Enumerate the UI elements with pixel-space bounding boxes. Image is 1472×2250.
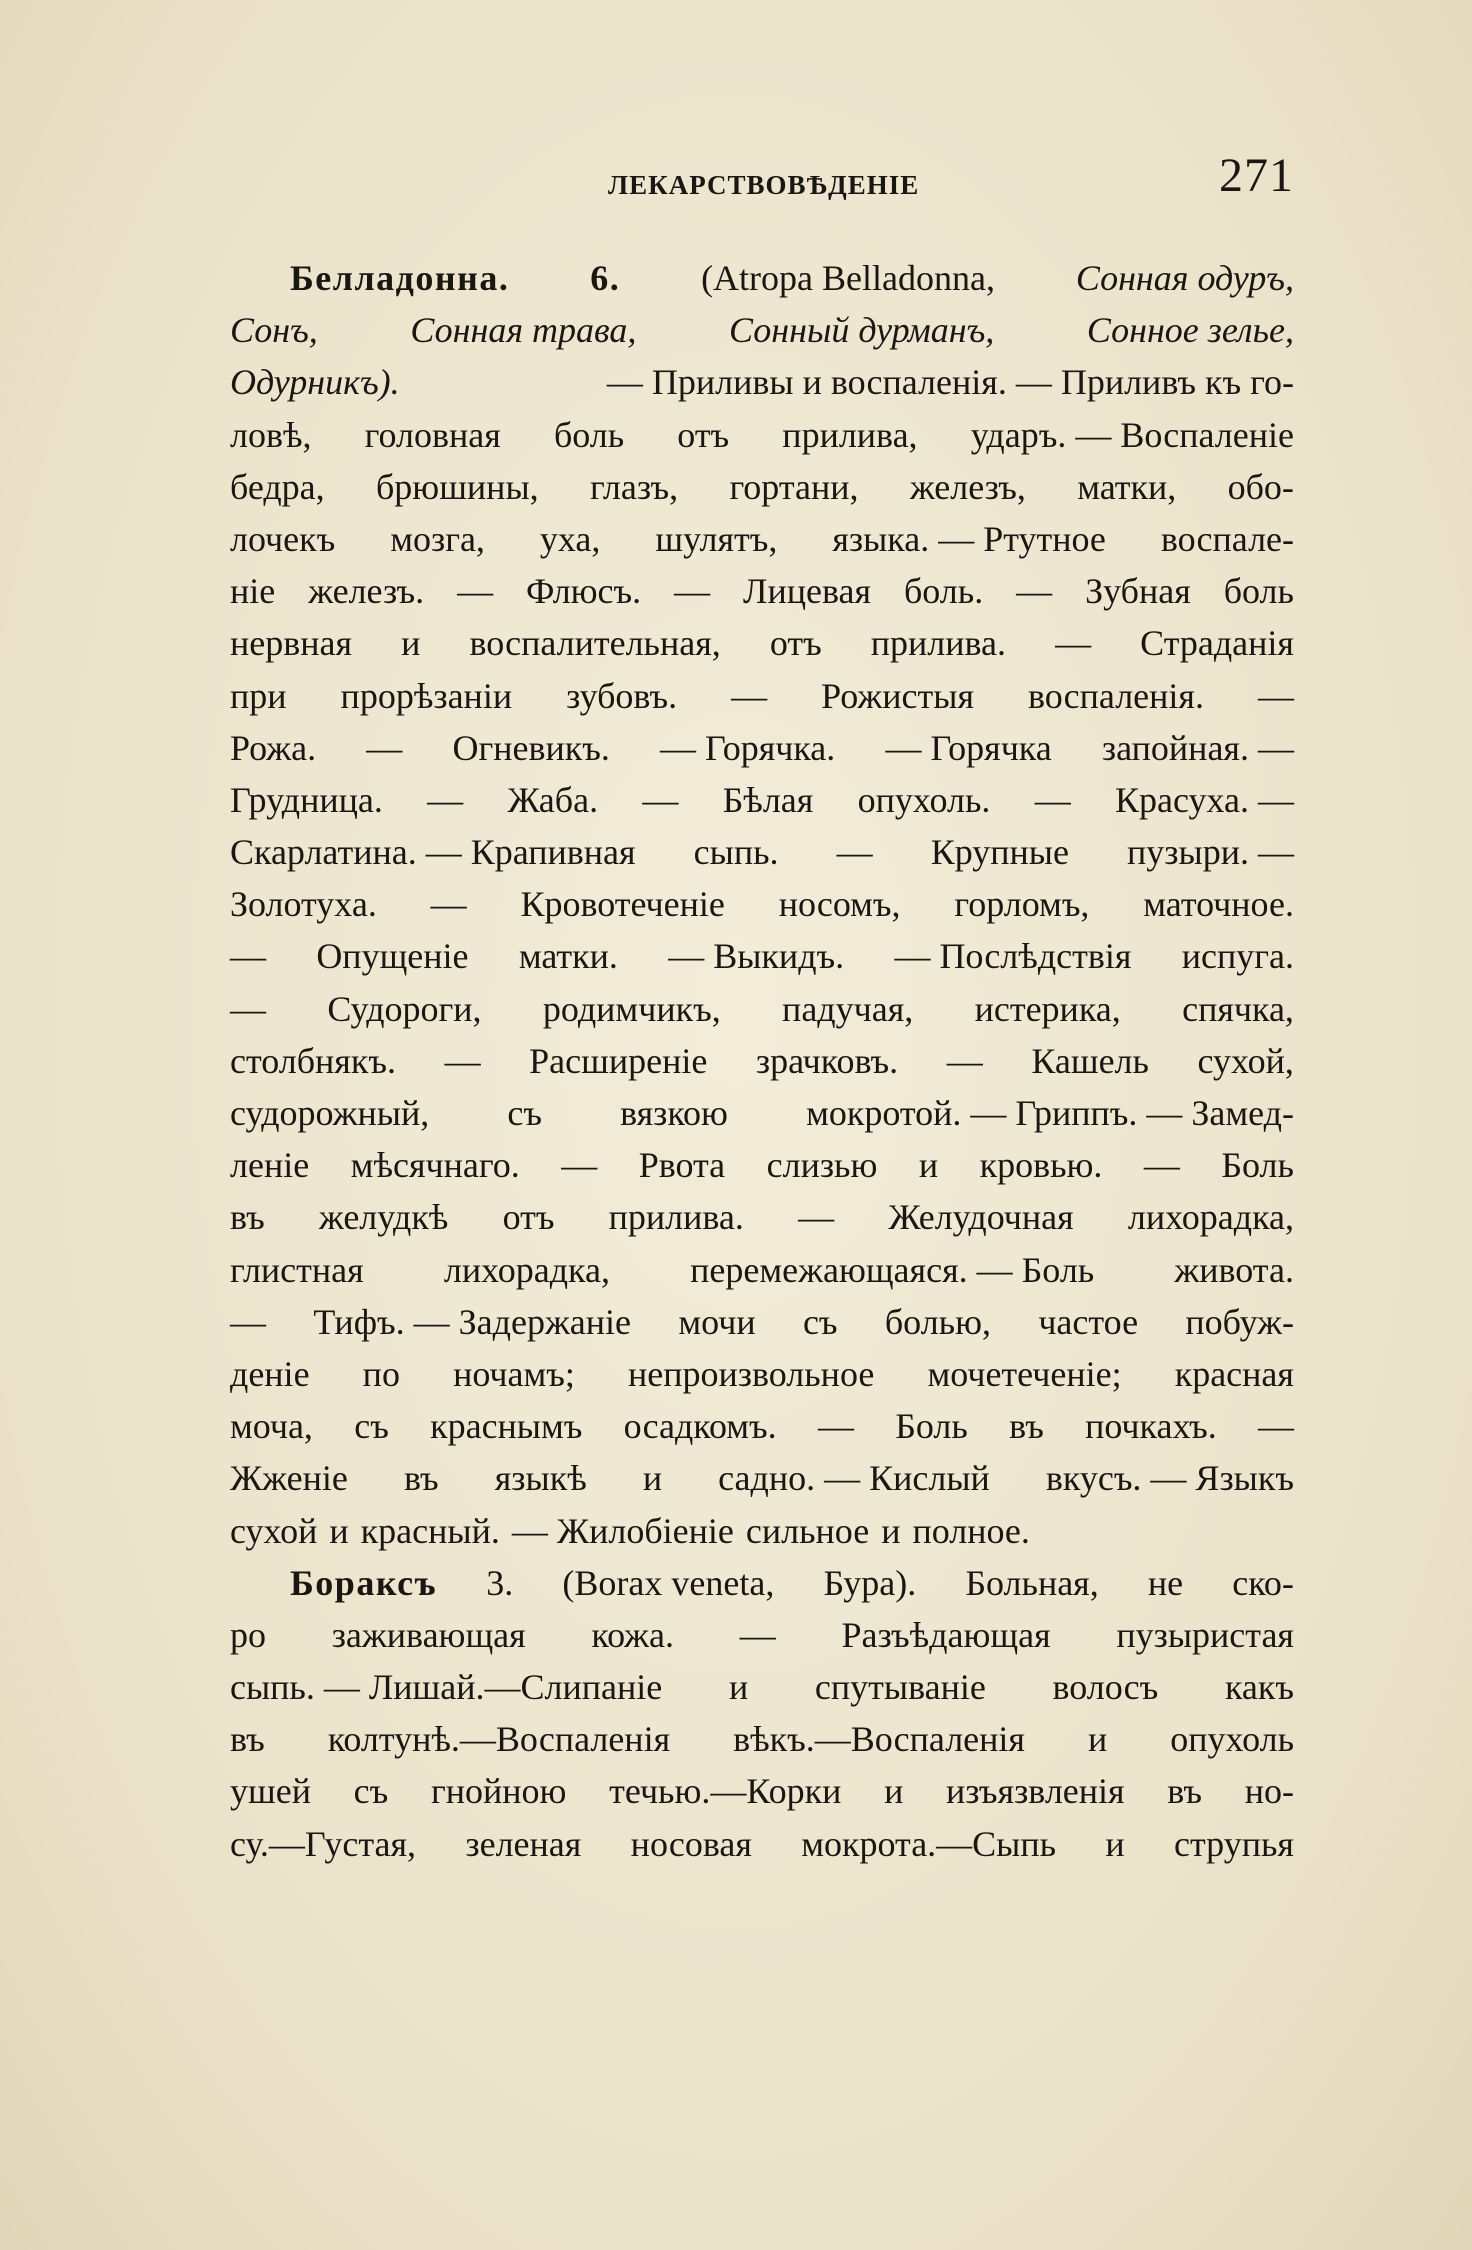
word: мокрота.—Сыпь — [801, 1823, 1057, 1864]
word: — Горячка — [885, 727, 1052, 768]
word: горломъ, — [954, 884, 1090, 925]
word: пузыристая — [1116, 1614, 1294, 1655]
running-title: ЛЕКАРСТВОВѢДЕНІЕ — [608, 170, 920, 200]
latin-name: (Borax veneta, — [562, 1562, 775, 1603]
text-line — [230, 1765, 1294, 1817]
text-line — [230, 1244, 1294, 1296]
text-line — [230, 1400, 1294, 1452]
word: съ — [802, 1301, 838, 1342]
text-line — [230, 1818, 1294, 1870]
word: отъ — [677, 414, 730, 455]
word: — — [230, 988, 266, 1029]
text-line — [230, 1348, 1294, 1400]
word: болью, — [884, 1301, 991, 1342]
word: вѣкъ.—Воспаленія — [733, 1719, 1025, 1760]
text-line — [230, 826, 1294, 878]
word: Золотуха. — [230, 884, 377, 925]
entry-heading-belladonna: Белладонна. — [290, 258, 510, 298]
word: Кашель — [1031, 1040, 1149, 1081]
word: но- — [1244, 1771, 1294, 1812]
word: моча, — [230, 1406, 313, 1447]
text-line — [230, 1087, 1294, 1139]
text-line — [230, 461, 1294, 513]
word: Скарлатина. — Крапивная — [230, 832, 636, 873]
text-line — [230, 1191, 1294, 1243]
word: обо- — [1227, 466, 1294, 507]
word: Крупные — [930, 832, 1069, 873]
word: воспалительная, — [469, 623, 721, 664]
word: Бѣлая — [722, 779, 814, 820]
text-line — [230, 1296, 1294, 1348]
word: — — [366, 727, 403, 768]
word: — — [946, 1040, 983, 1081]
text-line — [230, 1452, 1294, 1504]
word: глистная — [230, 1249, 364, 1290]
word: съ — [507, 1093, 542, 1133]
word: носовая — [630, 1823, 752, 1864]
word: сильное — [745, 1510, 870, 1551]
vernacular-name: Сонное зелье, — [1086, 310, 1294, 351]
text-line — [230, 1139, 1294, 1191]
word: — Горячка. — [660, 727, 836, 768]
word: садно. — Кислый — [718, 1458, 990, 1499]
word: гнойною — [430, 1771, 567, 1812]
word: и — [881, 1510, 901, 1551]
word: — — [230, 936, 266, 977]
text-line — [230, 1609, 1294, 1661]
body-text — [230, 252, 1294, 1870]
word: какъ — [1224, 1667, 1294, 1708]
word: пузыри. — — [1127, 832, 1294, 873]
vernacular-name: Сонный дурманъ, — [728, 310, 995, 351]
text-line — [230, 1661, 1294, 1713]
word: перемежающаяся. — Боль — [690, 1249, 1095, 1290]
word: — — [836, 832, 873, 873]
vernacular-name: Сонная трава, — [410, 310, 637, 351]
word: въ — [403, 1458, 439, 1499]
word: кровью. — [979, 1145, 1103, 1186]
word: побуж- — [1185, 1301, 1294, 1342]
word: слизью — [766, 1145, 878, 1186]
word: въ — [1009, 1406, 1044, 1447]
word: Лицевая — [743, 571, 872, 612]
word: желудкѣ — [318, 1197, 449, 1238]
word: — — [561, 1145, 598, 1186]
text-line — [230, 1035, 1294, 1087]
word: краснымъ — [430, 1406, 583, 1447]
word: Рожа. — [230, 727, 317, 768]
word: течью.—Корки — [609, 1771, 842, 1812]
word: — Приливы и воспаленія. — Приливъ къ го- — [606, 362, 1294, 403]
word: — — [731, 675, 768, 716]
word: съ — [353, 1771, 389, 1812]
word: — — [798, 1197, 835, 1238]
word: и — [401, 623, 421, 664]
word: въ — [1167, 1771, 1203, 1812]
word: вязкою — [620, 1093, 728, 1133]
word: мокротой. — Гриппъ. — Замед- — [806, 1093, 1294, 1133]
text-line — [230, 722, 1294, 774]
word: Больная, — [965, 1562, 1099, 1603]
word: нервная — [230, 623, 353, 664]
entry-potency: 6. — [590, 258, 621, 298]
word: — — [817, 1406, 854, 1447]
word: сухой, — [1197, 1040, 1294, 1081]
vernacular-name: Одурникъ). — [230, 362, 400, 403]
text-line — [230, 565, 1294, 617]
word: непроизвольное — [628, 1353, 875, 1394]
word: — — [674, 571, 711, 612]
word: гортани, — [729, 466, 859, 507]
word: вкусъ. — Языкъ — [1045, 1458, 1294, 1499]
text-line — [230, 356, 1294, 408]
text-line — [230, 670, 1294, 722]
word: глазъ, — [589, 466, 679, 507]
word: въ — [230, 1719, 265, 1760]
word: языка. — Ртутное — [832, 518, 1106, 559]
word: прилива. — [870, 623, 1007, 664]
word: полное. — [912, 1510, 1030, 1551]
text-line — [230, 1505, 1294, 1557]
page-header — [230, 148, 1294, 208]
word: прорѣзаніи — [340, 675, 513, 716]
word: — — [457, 571, 494, 612]
vernacular-name: Сонъ, — [230, 310, 318, 351]
word: уха, — [539, 518, 601, 559]
word: сыпь. — [693, 832, 779, 873]
word: опухоль — [1170, 1719, 1294, 1760]
word: спутываніе — [814, 1667, 986, 1708]
word: боль. — [903, 571, 984, 612]
word: истерика, — [974, 988, 1121, 1029]
text-line — [230, 409, 1294, 461]
entry-potency: 3. — [486, 1562, 514, 1603]
word: струпья — [1174, 1823, 1294, 1864]
word: Зубная — [1085, 571, 1191, 612]
word: колтунѣ.—Воспаленія — [327, 1719, 671, 1760]
word: — — [1055, 623, 1092, 664]
word: Судороги, — [327, 988, 482, 1029]
word: осадкомъ. — [623, 1406, 777, 1447]
word: и — [1105, 1823, 1125, 1864]
word: почкахъ. — [1085, 1406, 1217, 1447]
word: бедра, — [230, 466, 325, 507]
word: падучая, — [782, 988, 914, 1029]
word: — — [1257, 1406, 1294, 1447]
word: железъ, — [909, 466, 1026, 507]
word: мочи — [678, 1301, 756, 1342]
word: Кровотеченіе — [520, 884, 725, 925]
word: — — [1034, 779, 1071, 820]
word: и — [642, 1458, 663, 1499]
word: и — [884, 1771, 904, 1812]
word: лихорадка, — [443, 1249, 610, 1290]
word: мочетеченіе; — [927, 1353, 1122, 1394]
word: и — [918, 1145, 939, 1186]
word: Огневикъ. — [452, 727, 610, 768]
word: шулятъ, — [655, 518, 778, 559]
word: лихорадка, — [1127, 1197, 1294, 1238]
text-line — [230, 983, 1294, 1035]
entry-heading-borax: Бораксъ — [290, 1562, 438, 1603]
word: ночамъ; — [453, 1353, 575, 1394]
word: мозга, — [390, 518, 485, 559]
word: родимчикъ, — [542, 988, 721, 1029]
word: языкѣ — [494, 1458, 587, 1499]
word: боль — [553, 414, 625, 455]
word: не — [1147, 1562, 1184, 1603]
word: зеленая — [465, 1823, 582, 1864]
word: Расширеніе — [529, 1040, 708, 1081]
text-line — [230, 304, 1294, 356]
word: ро — [230, 1614, 266, 1655]
word: Страданія — [1140, 623, 1294, 664]
word: спячка, — [1182, 988, 1294, 1029]
word: головная — [364, 414, 501, 455]
word: волосъ — [1052, 1667, 1159, 1708]
word: — — [642, 779, 679, 820]
word: столбнякъ. — [230, 1040, 396, 1081]
word: — Послѣдствія — [894, 936, 1132, 977]
word: Разъѣдающая — [841, 1614, 1051, 1655]
word: съ — [354, 1406, 389, 1447]
word: Рвота — [638, 1145, 726, 1186]
text-line — [230, 252, 1294, 304]
text-line — [230, 513, 1294, 565]
word: Тифъ. — Задержаніе — [313, 1301, 632, 1342]
word: — Выкидъ. — [668, 936, 845, 977]
word: сыпь. — Лишай.—Слипаніе — [230, 1667, 663, 1708]
word: зрачковъ. — [755, 1040, 899, 1081]
word: отъ — [769, 623, 822, 664]
word: и — [1087, 1719, 1108, 1760]
word: сухой — [230, 1510, 318, 1551]
word: Жженіе — [230, 1458, 348, 1499]
word: боль — [1223, 571, 1294, 612]
word: ушей — [230, 1771, 311, 1812]
word: маточное. — [1143, 884, 1294, 925]
word: при — [230, 675, 287, 716]
word: Опущеніе — [316, 936, 469, 977]
word: — — [739, 1614, 776, 1655]
text-line — [230, 617, 1294, 669]
text-line — [230, 774, 1294, 826]
word: — Жилобіеніе — [511, 1510, 734, 1551]
word: Флюсъ. — [526, 571, 642, 612]
word: и — [728, 1667, 749, 1708]
page-number: 271 — [1219, 149, 1294, 202]
word: воспаленія. — [1028, 675, 1204, 716]
text-line — [230, 1713, 1294, 1765]
word: ніе — [230, 571, 276, 612]
word: — — [430, 884, 467, 925]
text-line — [230, 930, 1294, 982]
word: воспале- — [1160, 518, 1294, 559]
word: ловѣ, — [230, 414, 312, 455]
word: лочекъ — [230, 518, 336, 559]
word: железъ. — [308, 571, 425, 612]
word: прилива. — [608, 1197, 744, 1238]
word: Бура). — [823, 1562, 917, 1603]
word: Желудочная — [888, 1197, 1074, 1238]
word: — — [1143, 1145, 1180, 1186]
word: Боль — [895, 1406, 968, 1447]
word: — — [444, 1040, 481, 1081]
word: отъ — [502, 1197, 555, 1238]
word: деніе — [230, 1353, 310, 1394]
word: кожа. — [591, 1614, 675, 1655]
text-line — [230, 1557, 1294, 1609]
word: опухоль. — [857, 779, 991, 820]
word: по — [362, 1353, 400, 1394]
word: живота. — [1174, 1249, 1294, 1290]
word: су.—Густая, — [230, 1823, 417, 1864]
word: мѣсячнаго. — [350, 1145, 520, 1186]
word: Красуха. — — [1114, 779, 1294, 820]
word: ударъ. — Воспаленіе — [970, 414, 1294, 455]
word: красный. — [360, 1510, 500, 1551]
word: испуга. — [1181, 936, 1294, 977]
vernacular-name: Сонная одуръ, — [1075, 258, 1294, 298]
word: заживающая — [331, 1614, 526, 1655]
word: — — [1258, 675, 1294, 716]
word: прилива, — [782, 414, 918, 455]
word: леніе — [230, 1145, 310, 1186]
word: изъязвленія — [946, 1771, 1125, 1812]
word: судорожный, — [230, 1093, 430, 1133]
word: матки, — [1077, 466, 1177, 507]
word: ско- — [1232, 1562, 1294, 1603]
word: запойная. — — [1101, 727, 1294, 768]
word: частое — [1038, 1301, 1139, 1342]
word: брюшины, — [375, 466, 539, 507]
word: — — [1016, 571, 1053, 612]
word: въ — [230, 1197, 265, 1238]
word: носомъ, — [778, 884, 901, 925]
word: Жаба. — [507, 779, 599, 820]
word: — — [427, 779, 464, 820]
word: и — [329, 1510, 349, 1551]
word: Грудница. — [230, 779, 383, 820]
word: Рожистыя — [821, 675, 974, 716]
word: Боль — [1221, 1145, 1294, 1186]
word: красная — [1174, 1353, 1294, 1394]
word: зубовъ. — [566, 675, 678, 716]
word: матки. — [518, 936, 618, 977]
word: — — [230, 1301, 266, 1342]
text-line — [230, 878, 1294, 930]
latin-name: (Atropa Belladonna, — [701, 258, 995, 298]
